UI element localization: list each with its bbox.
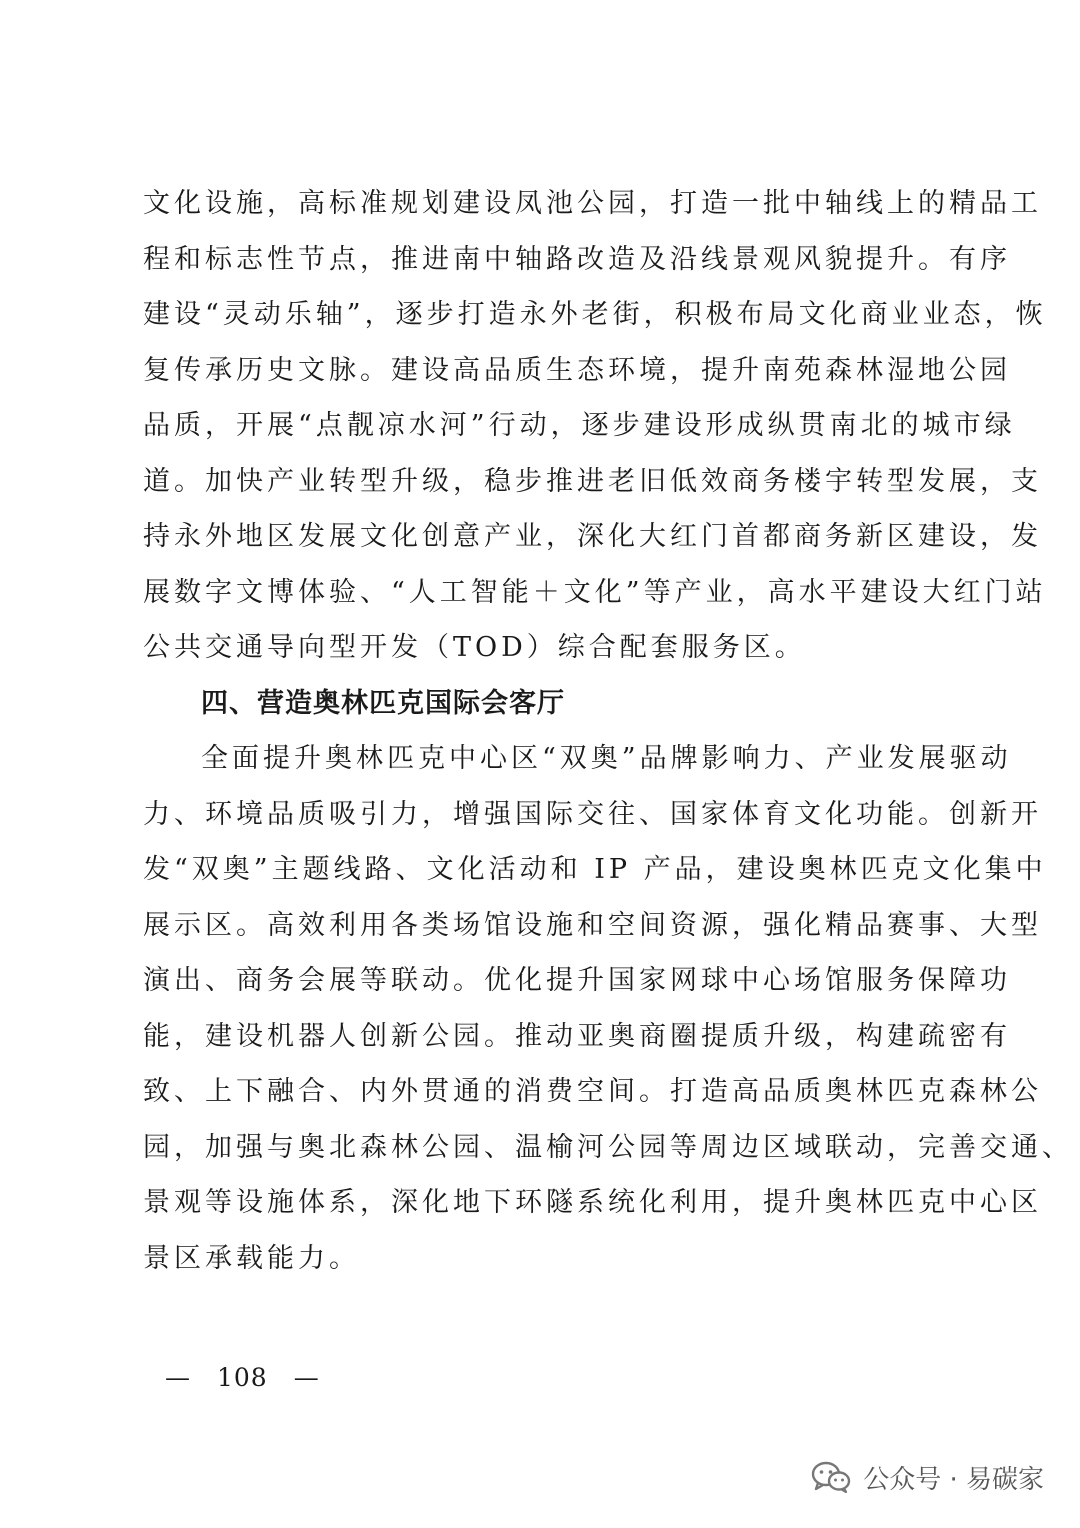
text-line: 致、上下融合、内外贯通的消费空间。打造高品质奥林匹克森林公 — [143, 1076, 1042, 1107]
text-line: 展数字文博体验、“人工智能＋文化”等产业，高水平建设大红门站 — [143, 576, 1047, 608]
text-line: 全面提升奥林匹克中心区“双奥”品牌影响力、产业发展驱动 — [201, 743, 1012, 774]
text-line: 道。加快产业转型升级，稳步推进老旧低效商务楼宇转型发展，支 — [143, 465, 1042, 497]
section-heading: 四、营造奥林匹克国际会客厅 — [201, 687, 565, 719]
text-line: 演出、商务会展等联动。优化提升国家网球中心场馆服务保障功 — [143, 965, 1011, 996]
text-line: 复传承历史文脉。建设高品质生态环境，提升南苑森林湿地公园 — [143, 354, 1011, 386]
watermark — [811, 1457, 1044, 1497]
text-line: 力、环境品质吸引力，增强国际交往、国家体育文化功能。创新开 — [143, 798, 1042, 830]
text-line: 发“双奥”主题线路、文化活动和 IP 产品，建设奥林匹克文化集中 — [143, 854, 1047, 885]
text-line: 园，加强与奥北森林公园、温榆河公园等周边区域联动，完善交通、 — [143, 1131, 1073, 1163]
watermark-text: 公众号 · 易碳家 — [863, 1464, 1044, 1495]
text-line: 建设“灵动乐轴”，逐步打造永外老街，积极布局文化商业业态，恢 — [143, 299, 1047, 330]
text-line: 文化设施，高标准规划建设凤池公园，打造一批中轴线上的精品工 — [143, 188, 1042, 219]
document-body — [143, 176, 1073, 1286]
text-line: 品质，开展“点靓凉水河”行动，逐步建设形成纵贯南北的城市绿 — [143, 410, 1016, 441]
text-line: 公共交通导向型开发（TOD）综合配套服务区。 — [143, 632, 806, 663]
text-line: 持永外地区发展文化创意产业，深化大红门首都商务新区建设，发 — [143, 521, 1042, 552]
wechat-icon — [811, 1461, 851, 1493]
text-line: 景观等设施体系，深化地下环隧系统化利用，提升奥林匹克中心区 — [143, 1187, 1042, 1218]
page-number: — 108 — — [165, 1363, 320, 1392]
text-line: 展示区。高效利用各类场馆设施和空间资源，强化精品赛事、大型 — [143, 909, 1042, 941]
text-line: 程和标志性节点，推进南中轴路改造及沿线景观风貌提升。有序 — [143, 243, 1011, 275]
text-line: 景区承载能力。 — [143, 1242, 360, 1274]
text-line: 能，建设机器人创新公园。推动亚奥商圈提质升级，构建疏密有 — [143, 1020, 1011, 1052]
